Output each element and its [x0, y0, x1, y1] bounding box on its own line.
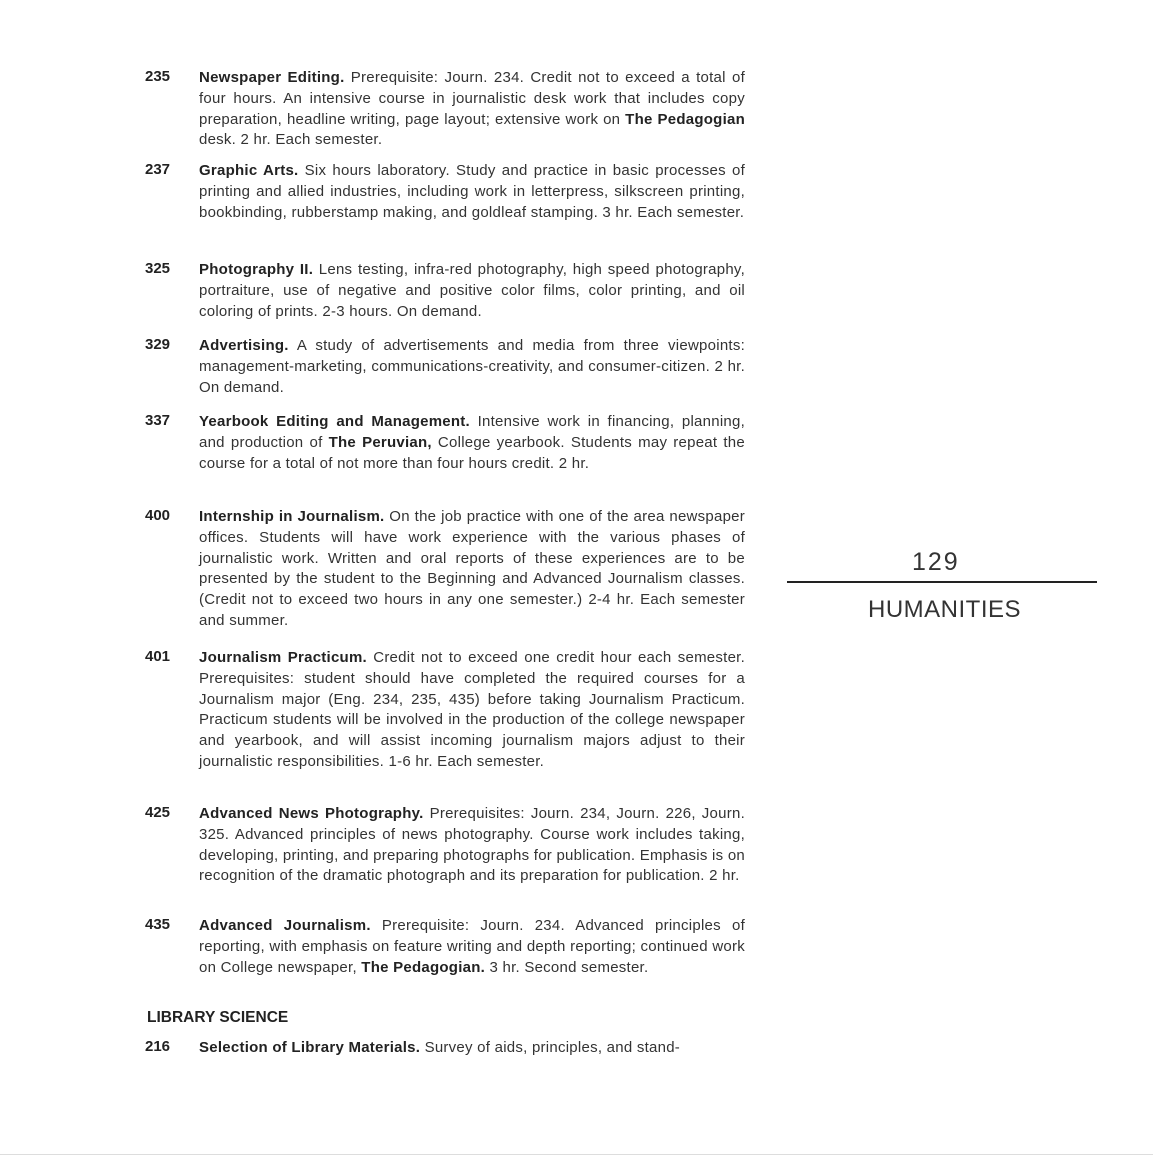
course-title: Internship in Journalism. [199, 508, 385, 525]
course-number: 337 [145, 412, 171, 429]
course-description [199, 412, 745, 474]
publication-name: The Pedagogian. [361, 958, 486, 976]
course-text: Intensive work in financing, planning, and production of [199, 413, 746, 451]
course-title: Photography II. [199, 261, 314, 278]
course-number: 401 [145, 648, 171, 665]
course-text-end: 3 hr. Second semester. [485, 958, 649, 976]
course-description [199, 161, 745, 223]
course-text: Lens testing, infra-red photography, high speed photography, portraiture, use of negative and positive color films, color printing, and oil coloring of prints. 2-3 hours. On demand. [199, 261, 745, 320]
course-description [199, 336, 745, 398]
publication-name: The Pedagogian [625, 110, 745, 128]
course-description [199, 648, 745, 773]
course-description [199, 1038, 745, 1059]
section-name: HUMANITIES [868, 596, 1022, 623]
course-text: Prerequisite: Journ. 234. Credit not to exceed a total of four hours. An intensive course in journalistic desk work that includes copy preparation, headline writing, page layout; extensive work on [199, 69, 745, 128]
course-number: 329 [145, 336, 171, 353]
page-edge [0, 1154, 1153, 1155]
course-number: 400 [145, 507, 171, 524]
course-number: 435 [145, 916, 171, 933]
course-title: Yearbook Editing and Management. [199, 413, 470, 430]
page-number: 129 [912, 548, 960, 576]
course-text: Survey of aids, principles, and stand- [420, 1039, 681, 1056]
course-description [199, 507, 745, 632]
course-text: A study of advertisements and media from three viewpoints: management-marketing, communications-creativity, and consumer-citizen. 2 hr. On demand. [199, 337, 745, 396]
course-text: Prerequisite: Journ. 234. Advanced principles of reporting, with emphasis on feature writing and depth reporting; continued work on College newspaper, [199, 917, 745, 976]
course-title: Advanced News Photography. [199, 805, 424, 822]
course-description [199, 916, 745, 978]
course-title: Selection of Library Materials. [199, 1039, 421, 1056]
section-divider [787, 581, 1097, 583]
course-number: 325 [145, 260, 171, 277]
course-title: Journalism Practicum. [199, 649, 367, 666]
library-science-heading: LIBRARY SCIENCE [147, 1009, 289, 1026]
course-text: Prerequisites: Journ. 234, Journ. 226, Journ. 325. Advanced principles of news photography. Course work includes taking, developing, printing, and preparing photographs for publication. Emphasis is on recognition of the dramatic photograph and its preparation for publication. 2 hr. [199, 805, 745, 885]
course-description [199, 804, 745, 887]
course-text: Credit not to exceed one credit hour each semester. Prerequisites: student should have completed the required courses for a Journalism major (Eng. 234, 235, 435) before taking Journalism Practicum. Practicum students will be involved in the production of the college newspaper and yearbook, and will assist incoming journalism majors adjust to their journalistic responsibilities. 1-6 hr. Each semester. [199, 649, 745, 770]
course-number: 216 [145, 1038, 171, 1055]
course-title: Advertising. [199, 337, 289, 354]
course-text: Six hours laboratory. Study and practice in basic processes of printing and allied industries, including work in letterpress, silkscreen printing, bookbinding, rubberstamp making, and goldleaf stamping. 3 hr. Each semester. [199, 162, 746, 221]
publication-name: The Peruvian, [328, 433, 432, 451]
course-text-end: College yearbook. Students may repeat the course for a total of not more than four hours credit. 2 hr. [199, 433, 745, 472]
course-title: Graphic Arts. [199, 162, 299, 179]
course-text-end: desk. 2 hr. Each semester. [199, 131, 383, 149]
course-number: 425 [145, 804, 171, 821]
course-number: 237 [145, 161, 171, 178]
course-title: Advanced Journalism. [199, 917, 371, 934]
course-title: Newspaper Editing. [199, 69, 345, 86]
course-number: 235 [145, 68, 171, 85]
course-text: On the job practice with one of the area newspaper offices. Students will have work experience with the various phases of journalistic work. Written and oral reports of these experiences are to be presented by the student to the Beginning and Advanced Journalism classes. (Credit not to exceed two hours in any one semester.) 2-4 hr. Each semester and summer. [199, 508, 746, 629]
course-description [199, 68, 745, 151]
course-description [199, 260, 745, 322]
